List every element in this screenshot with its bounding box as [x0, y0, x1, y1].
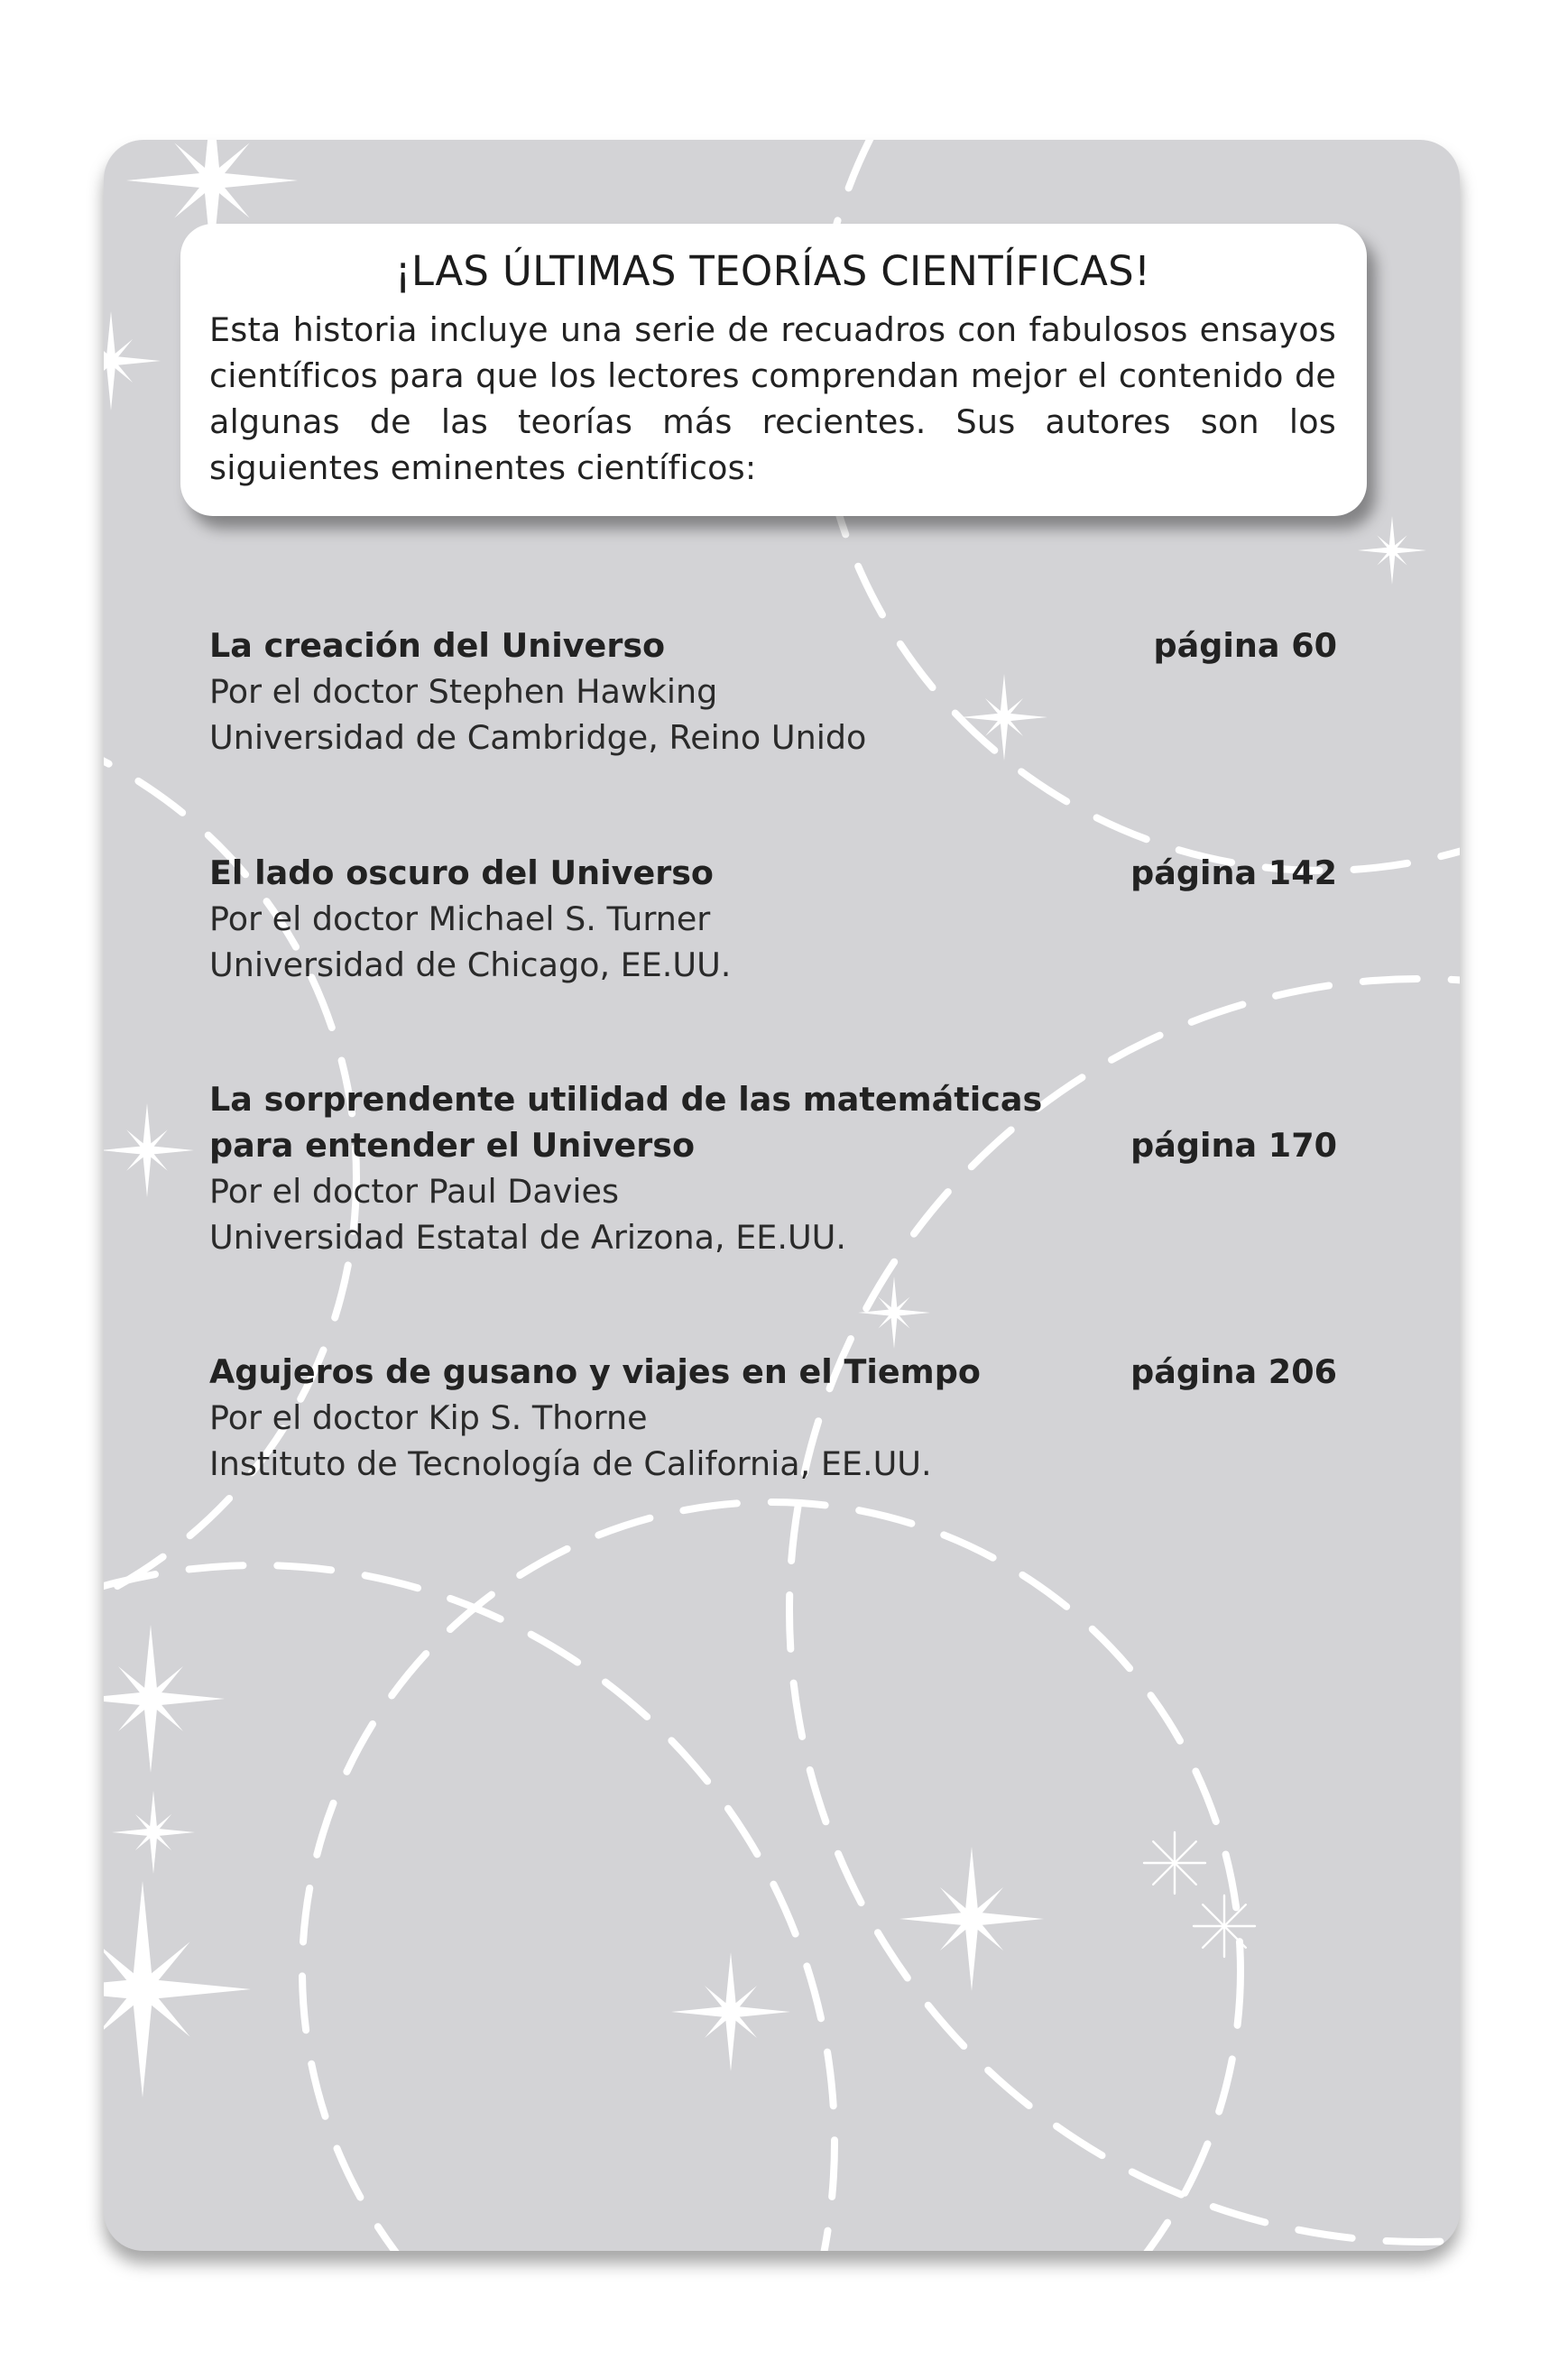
sparkle-icon: [112, 1791, 195, 1874]
entry-title: La creación del Universo: [209, 626, 666, 665]
entry-title: Agujeros de gusano y viajes en el Tiempo: [209, 1352, 981, 1391]
sparkle-icon: [104, 1103, 194, 1197]
essay-entry: [209, 1349, 1337, 1487]
intro-title: ¡LAS ÚLTIMAS TEORÍAS CIENTÍFICAS!: [394, 247, 1151, 295]
sparkle-icon: [104, 1881, 251, 2098]
essay-entry: [209, 850, 1337, 988]
entry-institution: Universidad Estatal de Arizona, EE.UU.: [209, 1218, 846, 1257]
sparkle-icon: [1358, 516, 1426, 585]
sparkle-icon: [899, 1847, 1044, 1991]
entry-author: Por el doctor Paul Davies: [209, 1172, 619, 1211]
dashed-orbit: [302, 1502, 1241, 2251]
sparkle-icon: [104, 1625, 225, 1773]
sparkle-icon: [1194, 1895, 1255, 1957]
sparkle-icon: [1144, 1832, 1205, 1894]
entry-page: página 60: [1153, 626, 1337, 665]
entry-institution: Instituto de Tecnología de California, EE.UU.: [209, 1444, 932, 1483]
sparkle-icon: [671, 1952, 790, 2071]
entry-title-line: para entender el Universo: [209, 1126, 696, 1165]
entry-page: página 170: [1130, 1126, 1337, 1165]
entry-institution: Universidad de Chicago, EE.UU.: [209, 945, 732, 984]
contents-panel: [104, 140, 1460, 2251]
sparkle-icon: [858, 1277, 930, 1349]
entry-page: página 142: [1130, 853, 1337, 892]
entry-institution: Universidad de Cambridge, Reino Unido: [209, 718, 867, 757]
intro-text: Esta historia incluye una serie de recuadros con fabulosos ensayos científicos para que los lectores comprendan mejor el contenido de algunas de las teorías más recientes. Sus autores son los siguientes eminentes científicos:: [209, 310, 1336, 487]
entry-title-line: La sorprendente utilidad de las matemáticas: [209, 1080, 1043, 1119]
intro-box: [180, 224, 1367, 516]
entry-author: Por el doctor Stephen Hawking: [209, 672, 718, 711]
entry-title: El lado oscuro del Universo: [209, 853, 714, 892]
dashed-orbit: [104, 1565, 835, 2251]
essay-entry: [209, 1076, 1337, 1260]
entry-page: página 206: [1130, 1352, 1337, 1391]
entry-author: Por el doctor Kip S. Thorne: [209, 1398, 648, 1437]
entry-author: Por el doctor Michael S. Turner: [209, 899, 711, 938]
essay-entry: [209, 622, 1337, 761]
sparkle-icon: [104, 311, 161, 410]
